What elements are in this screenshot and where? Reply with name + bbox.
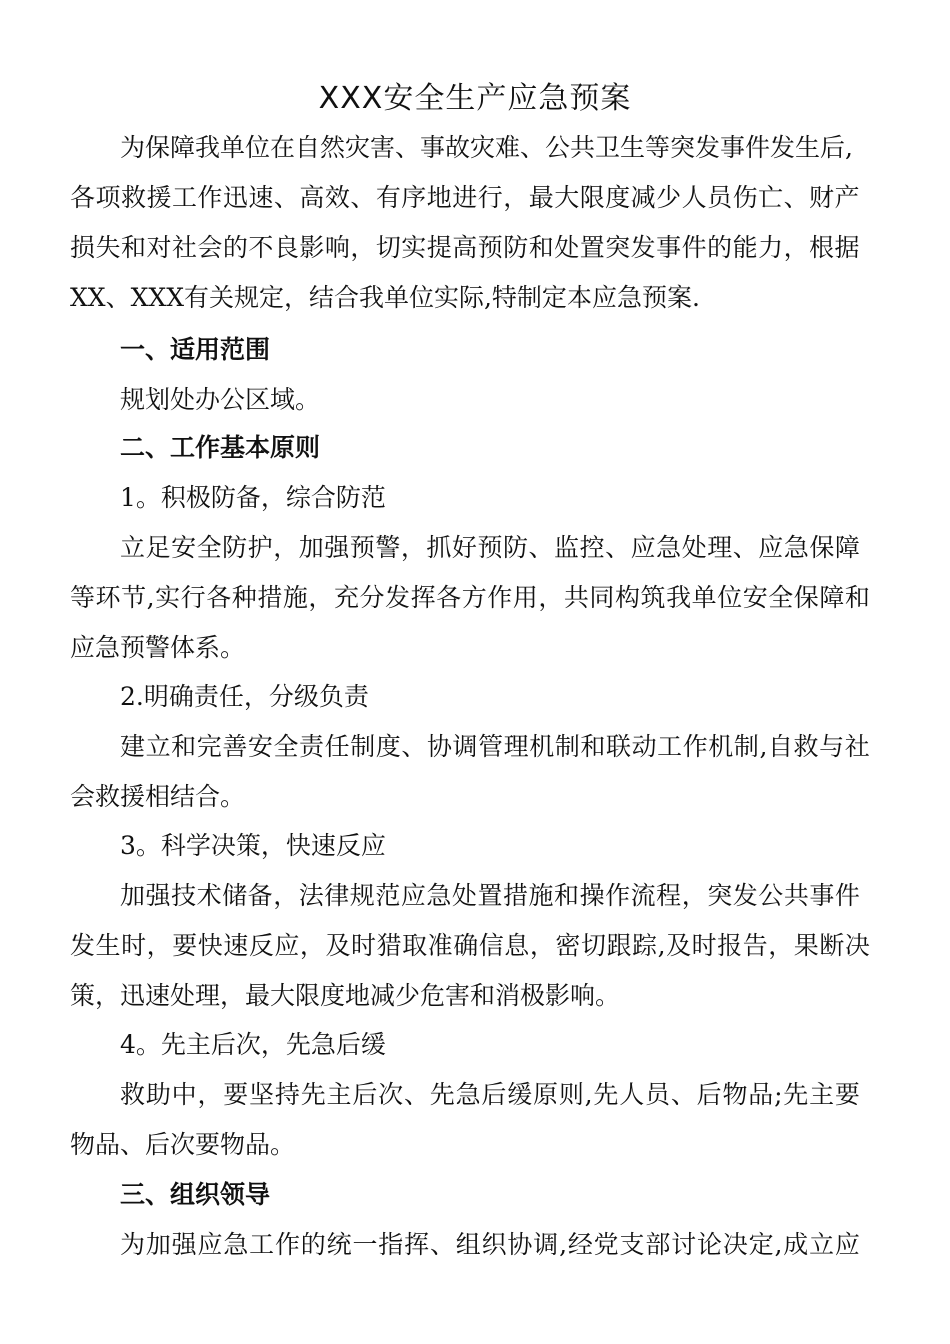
paragraph-line: XX、XXX有关规定，结合我单位实际,特制定本应急预案. xyxy=(70,283,700,312)
paragraph-line: 加 强 技 术 储 备 ， 法 律 规 范 应 急 处 置 措 施 和 操 作 流 程 ， 突 发 公 共 事 件 xyxy=(120,881,860,910)
document-title: XXX安全生产应急预案 xyxy=(318,81,632,116)
paragraph-line: 建 立 和 完 善 安 全 责 任 制 度 、 协 调 管 理 机 制 和 联 动 工 作 机 制 , 自 救 与 社 xyxy=(120,732,870,761)
paragraph-line: 损 失 和 对 社 会 的 不 良 影 响 ， 切 实 提 高 预 防 和 处 置 突 发 事 件 的 能 力 ， 根 据 xyxy=(70,233,860,262)
paragraph-line: 物品、后次要物品。 xyxy=(70,1130,296,1159)
paragraph-line: 策，迅速处理，最大限度地减少危害和消极影响。 xyxy=(70,981,621,1010)
paragraph-line: 规划处办公区域。 xyxy=(120,385,321,414)
paragraph-line: 等 环 节 , 实 行 各 种 措 施 ， 充 分 发 挥 各 方 作 用 ， 共 同 构 筑 我 单 位 安 全 保 障 和 xyxy=(70,583,870,612)
subheading-line: 1。积极防备，综合防范 xyxy=(120,483,386,512)
section-heading: 一、适用范围 xyxy=(120,335,271,364)
subheading-line: 4。先主后次，先急后缓 xyxy=(120,1030,386,1059)
paragraph-line: 为 加 强 应 急 工 作 的 统 一 指 挥 、 组 织 协 调 , 经 党 支 部 讨 论 决 定 , 成 立 应 xyxy=(120,1230,860,1259)
subheading-line: 3。科学决策，快速反应 xyxy=(120,831,386,860)
paragraph-line: 立 足 安 全 防 护 ， 加 强 预 警 ， 抓 好 预 防 、 监 控 、 应 急 处 理 、 应 急 保 障 xyxy=(120,533,860,562)
paragraph-line: 各 项 救 援 工 作 迅 速 、 高 效 、 有 序 地 进 行 ， 最 大 限 度 减 少 人 员 伤 亡 、 财 产 xyxy=(70,183,860,212)
section-heading: 二、工作基本原则 xyxy=(120,433,321,462)
section-heading: 三、组织领导 xyxy=(120,1180,271,1209)
paragraph-line: 为保障我单位在自然灾害、事故灾难、公共卫生等突发事件发生后, xyxy=(120,133,853,162)
subheading-line: 2.明确责任，分级负责 xyxy=(120,682,369,711)
paragraph-line: 应急预警体系。 xyxy=(70,633,246,662)
paragraph-line: 发 生 时 ， 要 快 速 反 应 ， 及 时 猎 取 准 确 信 息 ， 密 切 跟 踪 , 及 时 报 告 ， 果 断 决 xyxy=(70,931,870,960)
paragraph-line: 救 助 中 ， 要 坚 持 先 主 后 次 、 先 急 后 缓 原 则 , 先 人 员 、 后 物 品 ; 先 主 要 xyxy=(120,1080,860,1109)
paragraph-line: 会救援相结合。 xyxy=(70,782,246,811)
